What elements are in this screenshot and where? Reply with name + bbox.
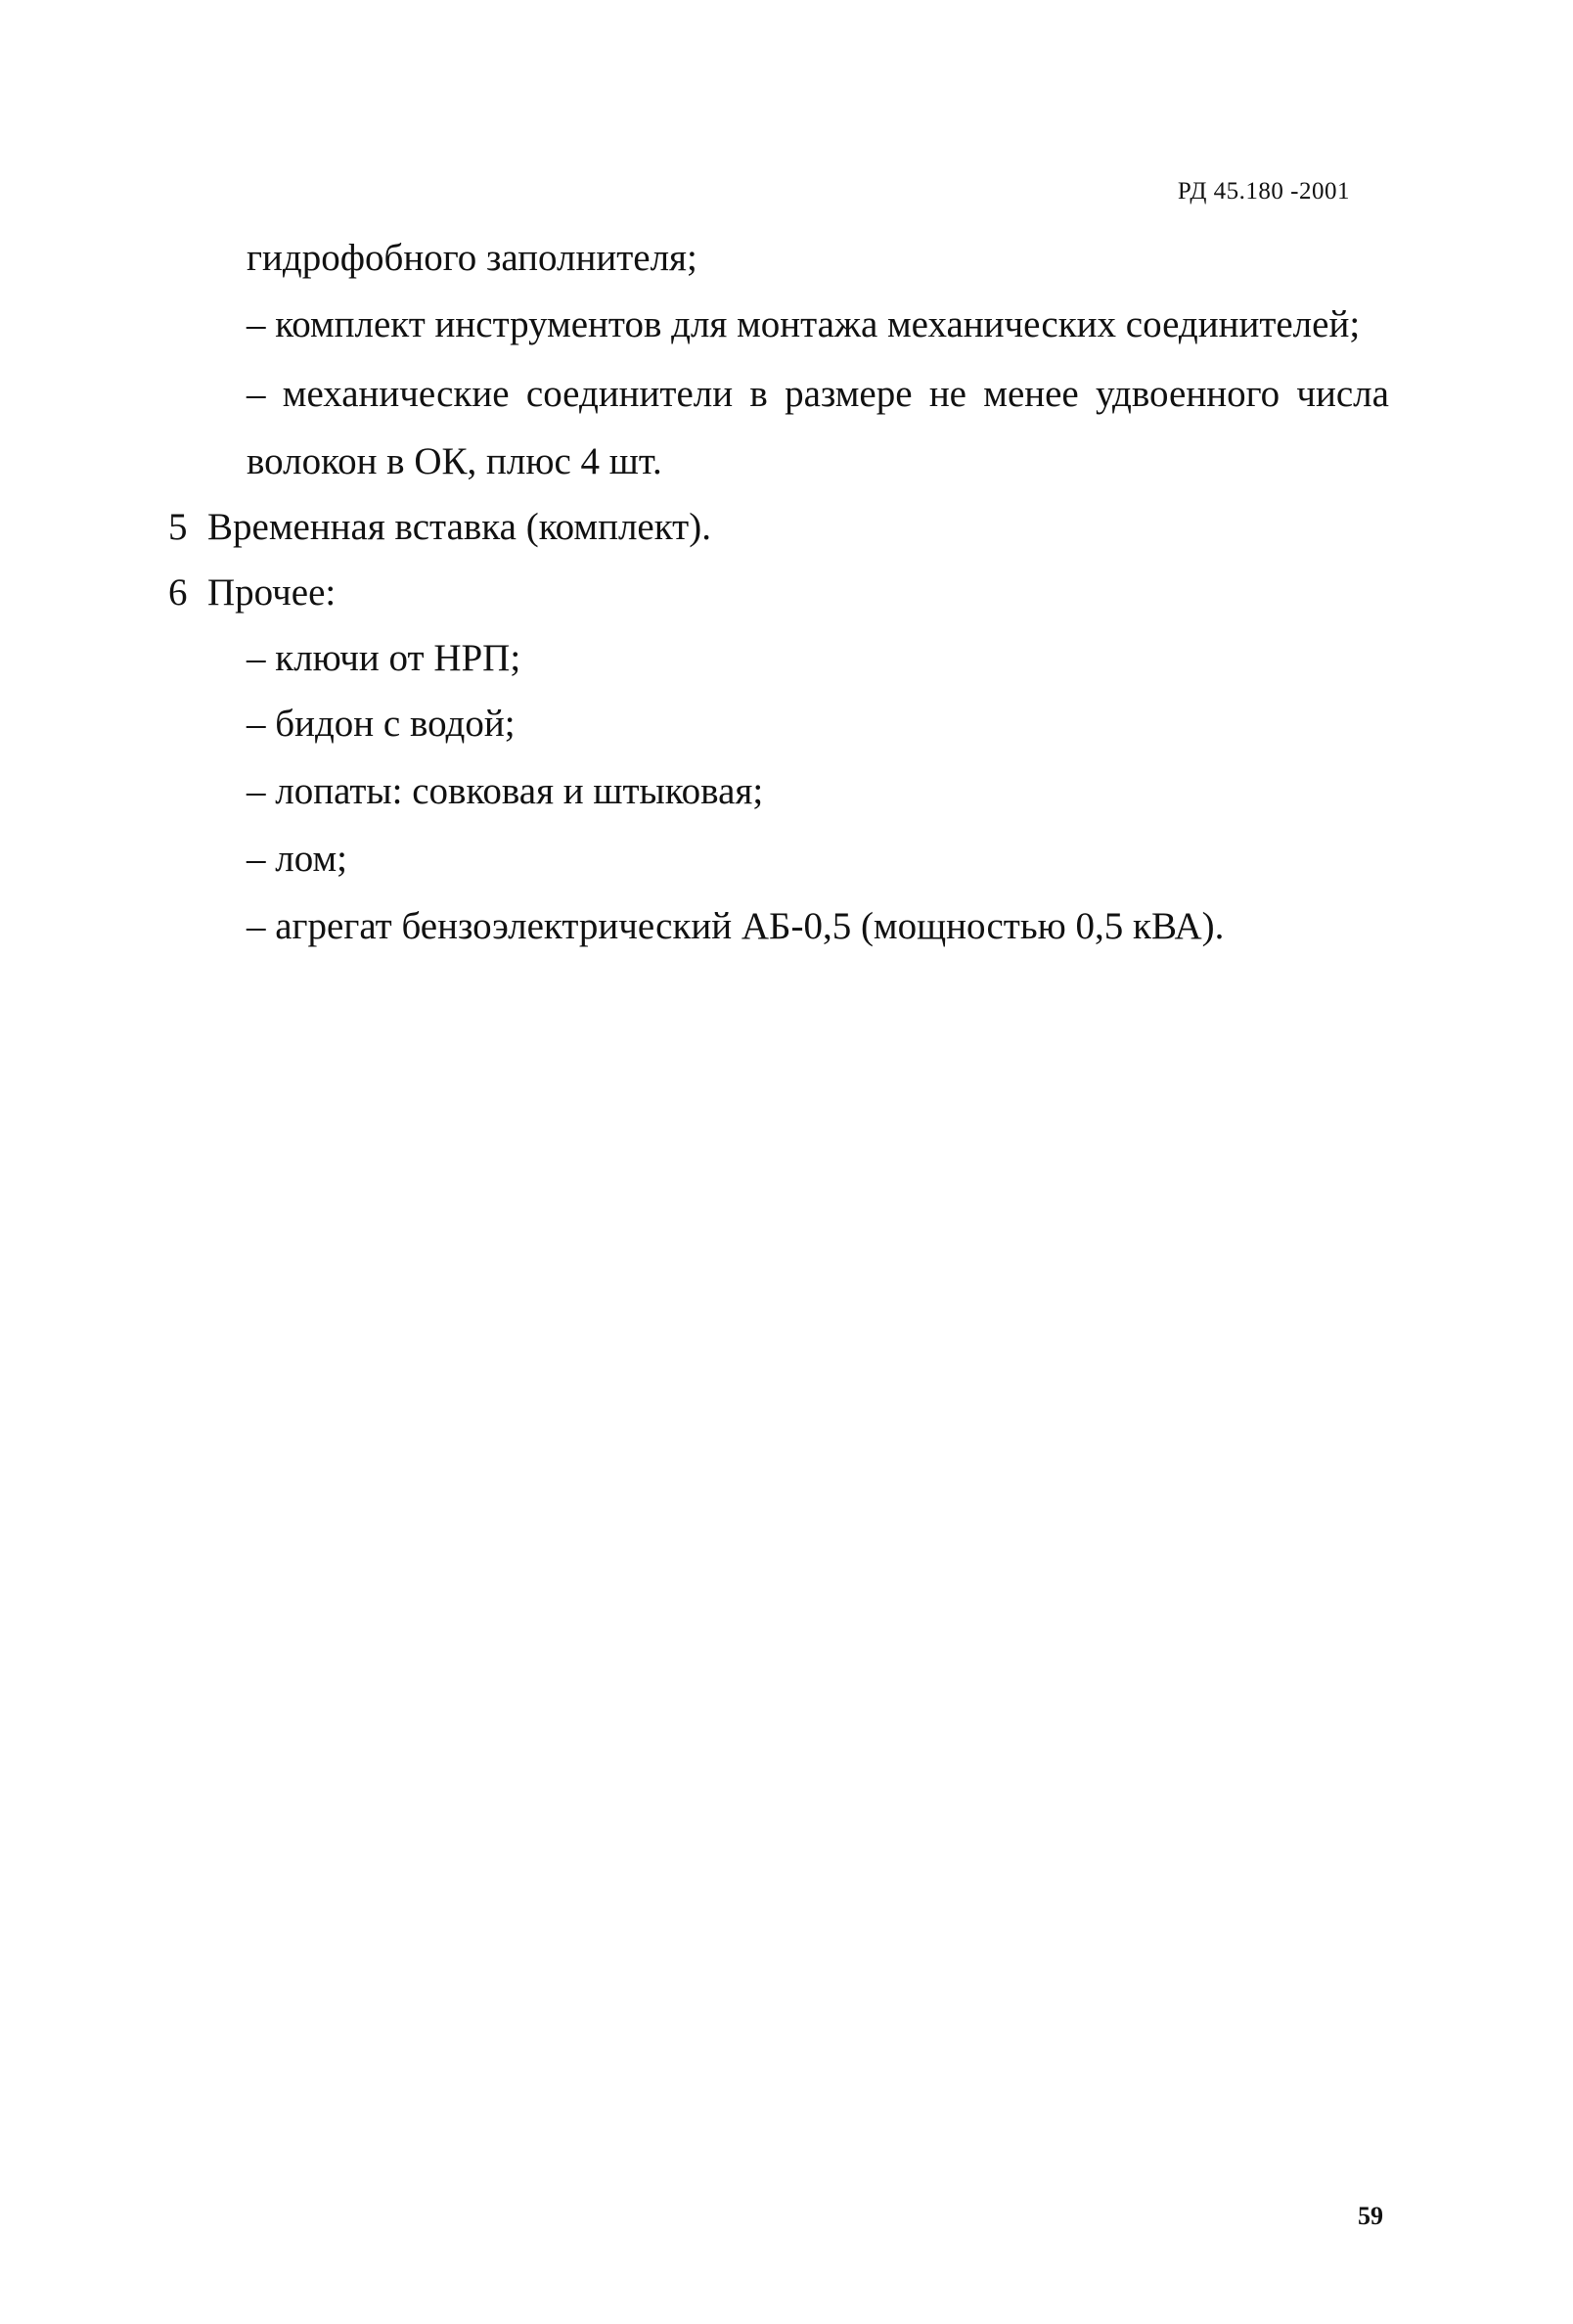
item-number: 5 — [168, 506, 188, 548]
sub-list-item: – ключи от НРП; — [247, 637, 521, 679]
item-text: Временная вставка (комплект). — [207, 506, 711, 548]
word: соединители — [525, 373, 734, 415]
sub-list-item: – бидон с водой; — [247, 703, 516, 745]
item-text: Прочее: — [207, 571, 337, 614]
sub-list-item: – агрегат бензоэлектрический АБ-0,5 (мощностью 0,5 кВА). — [247, 905, 1225, 947]
item-number: 6 — [168, 571, 188, 614]
word: – — [247, 373, 266, 415]
sub-list-item: – лом; — [247, 838, 347, 880]
list-item: – комплект инструментов для монтажа механических соединителей; — [247, 303, 1361, 345]
sub-list-item: – лопаты: совковая и штыковая; — [247, 770, 764, 812]
text-line: гидрофобного заполнителя; — [247, 237, 697, 279]
word: не — [928, 373, 966, 415]
word: механические — [282, 373, 510, 415]
word: размере — [785, 373, 913, 415]
numbered-item-5 — [168, 506, 711, 550]
list-item-justified — [247, 373, 1389, 417]
page-number: 59 — [1358, 2202, 1383, 2230]
numbered-item-6 — [168, 571, 336, 615]
word: удвоенного — [1096, 373, 1281, 415]
word: числа — [1296, 373, 1389, 415]
document-code: РД 45.180 -2001 — [1177, 178, 1350, 205]
word: менее — [983, 373, 1079, 415]
text-line: волокон в ОК, плюс 4 шт. — [247, 440, 662, 482]
word: в — [749, 373, 768, 415]
